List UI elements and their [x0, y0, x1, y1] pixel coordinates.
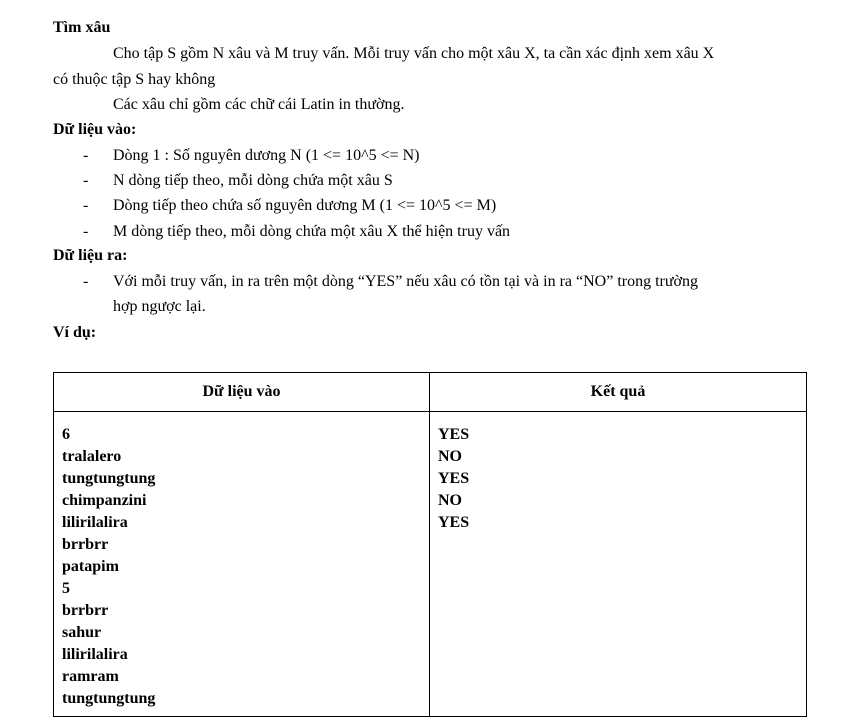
input-line: ramram	[62, 668, 119, 685]
example-output-cell	[430, 412, 807, 717]
input-line: tralalero	[62, 448, 122, 465]
problem-description-line-3: Các xâu chỉ gồm các chữ cái Latin in thường.	[113, 96, 405, 113]
input-bullet-4: M dòng tiếp theo, mỗi dòng chứa một xâu X thể hiện truy vấn	[113, 223, 511, 240]
output-line: YES	[438, 514, 470, 531]
output-line: NO	[438, 492, 462, 509]
input-line: lilirilalira	[62, 514, 128, 531]
input-line: patapim	[62, 558, 119, 575]
output-line: YES	[438, 470, 470, 487]
bullet-marker: -	[83, 147, 89, 164]
input-line: chimpanzini	[62, 492, 147, 509]
column-header-output: Kết quả	[430, 373, 807, 412]
input-line: 6	[62, 426, 70, 443]
problem-title: Tìm xâu	[53, 19, 111, 36]
table-row	[54, 412, 807, 717]
input-bullet-1: Dòng 1 : Số nguyên dương N (1 <= 10^5 <= N)	[113, 147, 420, 164]
bullet-marker: -	[83, 273, 89, 290]
output-line: NO	[438, 448, 462, 465]
column-header-input: Dữ liệu vào	[54, 373, 430, 412]
problem-description-line-2: có thuộc tập S hay không	[53, 71, 216, 88]
problem-description-line-1: Cho tập S gồm N xâu và M truy vấn. Mỗi truy vấn cho một xâu X, ta cần xác định xem xâu X	[113, 45, 715, 62]
input-bullet-3: Dòng tiếp theo chứa số nguyên dương M (1 <= 10^5 <= M)	[113, 197, 497, 214]
input-line: brrbrr	[62, 602, 109, 619]
input-bullet-2: N dòng tiếp theo, mỗi dòng chứa một xâu S	[113, 172, 393, 189]
input-line: tungtungtung	[62, 690, 156, 707]
input-line: lilirilalira	[62, 646, 128, 663]
output-bullet-line-2: hợp ngược lại.	[113, 298, 206, 315]
input-line: brrbrr	[62, 536, 109, 553]
bullet-marker: -	[83, 223, 89, 240]
input-line: 5	[62, 580, 70, 597]
input-line: sahur	[62, 624, 102, 641]
input-line: tungtungtung	[62, 470, 156, 487]
example-heading: Ví dụ:	[53, 324, 97, 341]
bullet-marker: -	[83, 197, 89, 214]
bullet-marker: -	[83, 172, 89, 189]
table-header-row	[54, 373, 807, 412]
example-input-cell	[54, 412, 430, 717]
output-line: YES	[438, 426, 470, 443]
output-section-heading: Dữ liệu ra:	[53, 247, 128, 264]
output-bullet-line-1: Với mỗi truy vấn, in ra trên một dòng “YES” nếu xâu có tồn tại và in ra “NO” trong trường	[113, 273, 699, 290]
input-section-heading: Dữ liệu vào:	[53, 121, 137, 138]
example-table	[53, 372, 807, 717]
